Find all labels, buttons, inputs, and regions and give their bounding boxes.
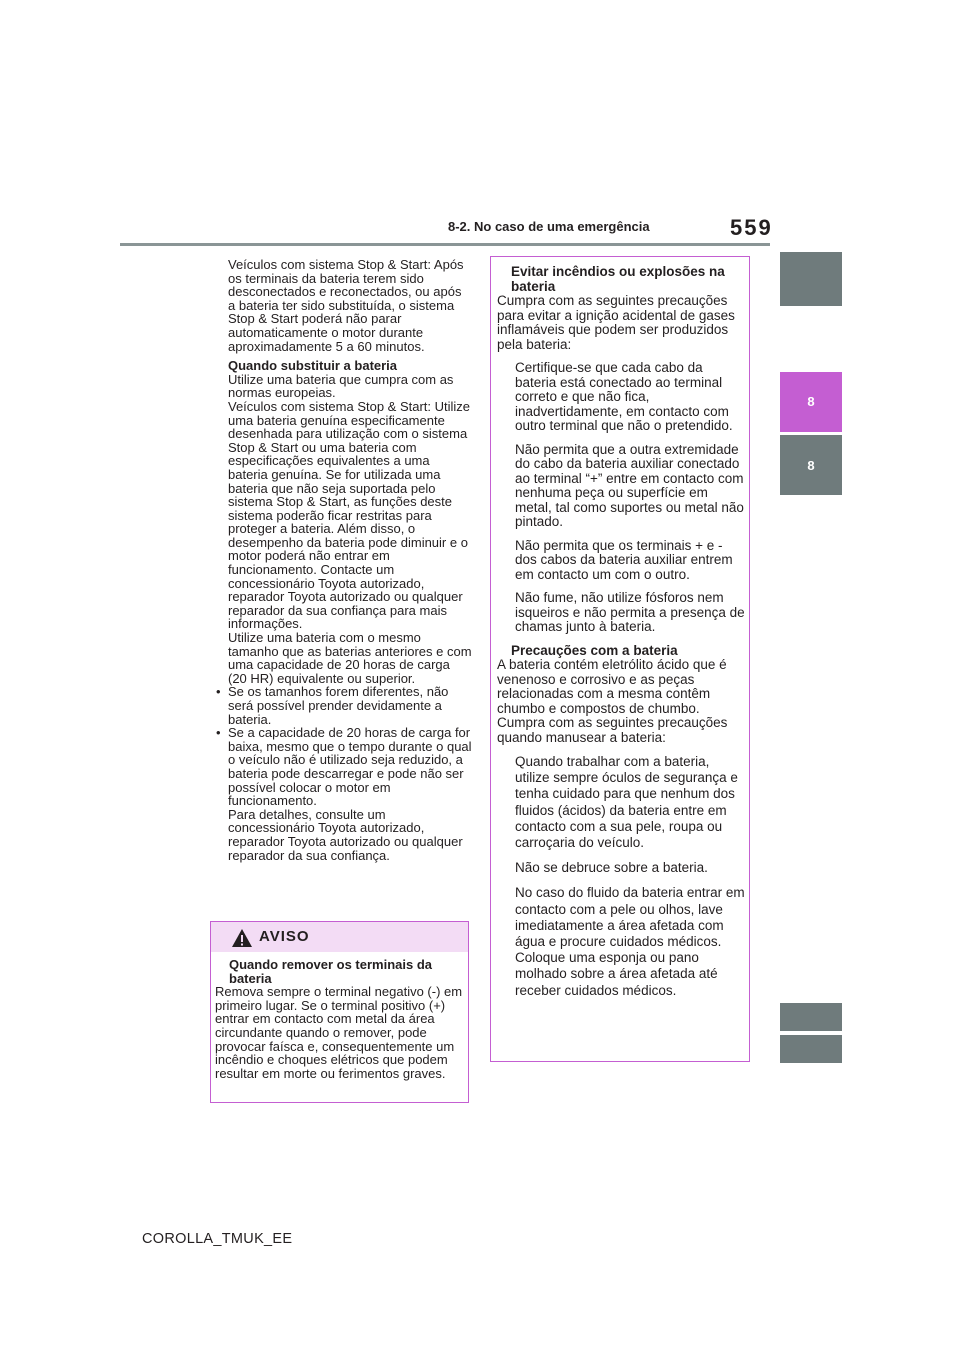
dealer-contact-note: Para detalhes, consulte um concessionário Toyota autorizado, reparador Toyota autorizado ou qualquer reparador da sua confiança. [228, 806, 463, 863]
list-item: Não se debruce sobre a bateria. [515, 860, 708, 876]
aviso-box [210, 921, 469, 1103]
battery-replace-line-3: Utilize uma bateria com o mesmo tamanho que as baterias anteriores e com uma capacidade de 20 horas de carga (20 HR) equivalente ou superior. [228, 630, 472, 686]
section-title: 8-2. No caso de uma emergência [448, 219, 650, 234]
fire-explosion-intro: Cumpra com as seguintes precauções para evitar a ignição acidental de gases inflamáveis que podem ser produzidos pela bateria: [497, 293, 735, 352]
left-column [210, 258, 472, 862]
stop-start-note: Veículos com sistema Stop & Start: Após os terminais da bateria terem sido desconectados e reconectados, ou após a bateria ter sido substituída, o sistema Stop & Start poderá não parar automaticamente o motor durante aproximadamente 5 a 60 minutos. [228, 257, 464, 354]
side-tab-chapter-8[interactable]: 8 [780, 435, 842, 495]
battery-warning-body [491, 257, 749, 1012]
battery-replace-line-2: Veículos com sistema Stop & Start: Utilize uma bateria genuína especificamente desenhada para utilização com o sistema Stop & Start ou uma bateria com especificações equivalentes a uma bateria genuína. Se for utilizada uma bateria que não seja suportada pelo sistema Stop & Start, as funções deste sistema poderão ficar restritas para proteger a bateria. Além disso, o desempenho da bateria pode diminuir e o motor poderá não entrar em funcionamento. Contacte um concessionário Toyota autorizado, reparador Toyota autorizado ou qualquer reparador da sua confiança para mais informações. [228, 398, 471, 632]
aviso-text: Remova sempre o terminal negativo (-) em primeiro lugar. Se o terminal positivo (+) entrar em contacto com metal da área circundante quando o remover, pode provocar faísca e, consequentemente um incêndio e choques elétricos que podem resultar em morte ou ferimentos graves. [215, 984, 463, 1081]
side-tab-index-1[interactable] [780, 1003, 842, 1031]
battery-replace-title: Quando substituir a bateria [228, 358, 398, 374]
header-rule [120, 243, 770, 246]
list-item: No caso do fluido da bateria entrar em contacto com a pele ou olhos, lave imediatamente a área afetada com água e procure cuidados médicos. Coloque uma esponja ou pano molhado sobre a área afetada até receber cuidados médicos. [515, 885, 745, 998]
battery-precautions-title: Precauções com a bateria [511, 642, 678, 658]
side-tab-chapter-8-active[interactable]: 8 [780, 372, 842, 432]
document-code: COROLLA_TMUK_EE [142, 1231, 293, 1247]
list-item: Não permita que os terminais + e - dos cabos da bateria auxiliar entrem em contacto um com o outro. [515, 537, 733, 582]
list-item: Não permita que a outra extremidade do cabo da bateria auxiliar conectado ao terminal “+” entre em contacto com nenhuma peça ou superfície em metal, tal como suportes ou metal não pintado. [515, 441, 744, 529]
battery-bullet-list [210, 685, 472, 807]
fire-explosion-title: Evitar incêndios ou explosões na bateria [511, 264, 725, 294]
side-tab-1[interactable] [780, 252, 842, 306]
list-item: Certifique-se que cada cabo da bateria está conectado ao terminal correto e que não fica, inadvertidamente, em contacto com outro terminal que não o pretendido. [515, 360, 733, 433]
aviso-subtitle: Quando remover os terminais da bateria [229, 957, 433, 986]
battery-precautions-intro: A bateria contém eletrólito ácido que é venenoso e corrosivo e as peças relacionadas com a mesma contêm chumbo e compostos de chumbo. Cumpra com as seguintes precauções quando manusear a bateria: [497, 657, 728, 745]
side-tab-index-2[interactable] [780, 1035, 842, 1063]
list-item: • Se a capacidade de 20 horas de carga for baixa, mesmo que o tempo durante o qual o veículo não é utilizado seja reduzido, a bateria pode descarregar e pode não ser possível colocar o motor em funcionamento. [210, 726, 472, 808]
aviso-title: AVISO [259, 928, 310, 945]
page-number: 559 [730, 215, 773, 240]
list-item: Quando trabalhar com a bateria, utilize sempre óculos de segurança e tenha cuidado para que nenhum dos fluidos (ácidos) da bateria entre em contacto com a sua pele, roupa ou carroçaria do veículo. [515, 754, 738, 851]
aviso-header [211, 922, 468, 952]
list-item: Não fume, não utilize fósforos nem isqueiros e não permita a presença de chamas junto à bateria. [515, 590, 745, 634]
aviso-body [211, 952, 468, 1084]
warning-triangle-icon [231, 928, 253, 948]
battery-replace-line-1: Utilize uma bateria que cumpra com as normas europeias. [228, 371, 454, 401]
list-item: • Se os tamanhos forem diferentes, não será possível prender devidamente a bateria. [210, 685, 472, 726]
battery-warning-box [490, 256, 750, 1062]
